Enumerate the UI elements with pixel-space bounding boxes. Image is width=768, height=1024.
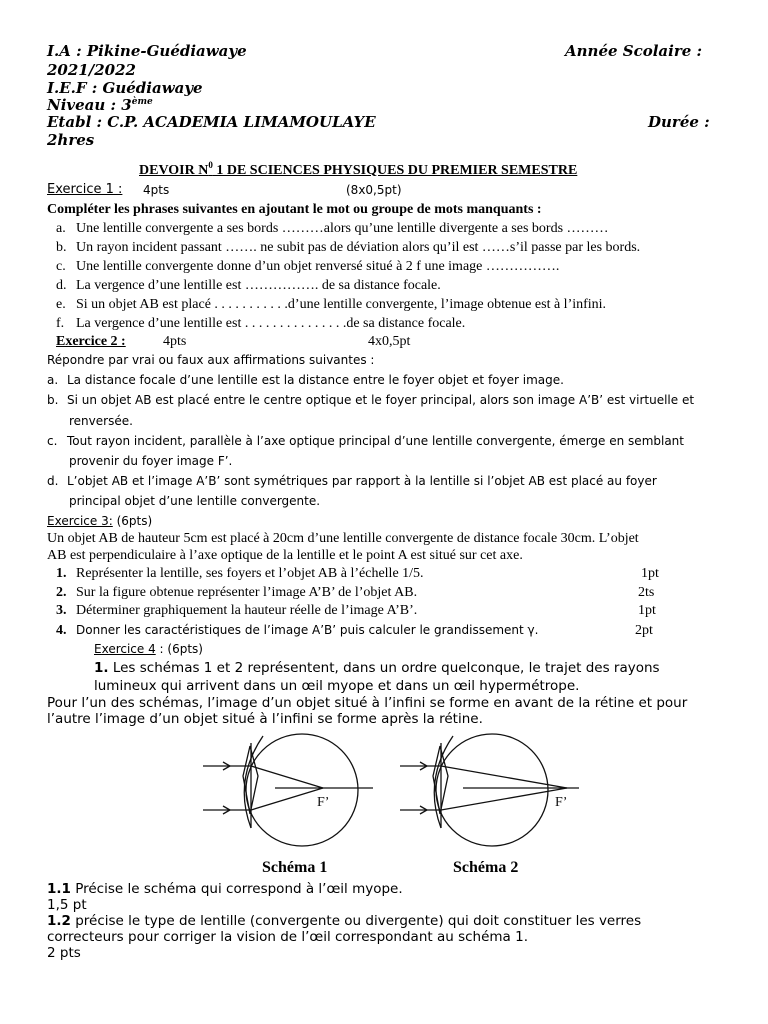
ex4-paragraph-line: Pour l’un des schémas, l’image d’un objet situé à l’infini se forme en avant de la rétine et pour — [47, 695, 688, 711]
ex1-item — [56, 278, 441, 294]
ex4-q12-number: 1.2 — [47, 913, 71, 929]
ex2-item-line: La distance focale d’une lentille est la distance entre le foyer objet et foyer image. — [67, 373, 564, 387]
header-niveau-sup: ème — [131, 97, 153, 107]
ex3-item-points: 2pt — [635, 623, 653, 638]
ex4-label: Exercice 4 — [94, 642, 156, 656]
ex2-item-line: renversée. — [69, 414, 133, 428]
ex2-points: 4pts — [163, 334, 187, 349]
ex1-item-marker: b. — [56, 240, 67, 255]
ex2-item-line: L’objet AB et l’image A’B’ sont symétriques par rapport à la lentille si l’objet AB est placé au foyer — [67, 474, 657, 488]
ex2-item-marker: d. — [47, 474, 59, 488]
schema-1-focus-label: F’ — [317, 795, 330, 810]
ex3-item-marker: 4. — [56, 623, 67, 638]
ex4-q1-text: Les schémas 1 et 2 représentent, dans un ordre quelconque, le trajet des rayons — [108, 660, 660, 676]
ex2-item-marker: c. — [47, 434, 58, 448]
ex3-item-points: 1pt — [638, 603, 656, 618]
ex1-detail: (8x0,5pt) — [346, 183, 402, 197]
ex3-item-text: Sur la figure obtenue représenter l’image A’B’ de l’objet AB. — [76, 585, 418, 600]
ex3-item-text: Donner les caractéristiques de l’image A’B’ puis calculer le grandissement γ. — [76, 623, 539, 637]
ex2-detail: 4x0,5pt — [368, 334, 411, 349]
title-prefix: DEVOIR N — [139, 163, 209, 178]
ex4-q1-number: 1. — [94, 660, 109, 676]
ex1-label: Exercice 1 : — [47, 182, 123, 197]
ex1-item — [56, 297, 606, 313]
page-title — [139, 160, 578, 179]
ex3-item-marker: 3. — [56, 603, 67, 618]
ex1-item — [56, 221, 609, 237]
ex4-q1-line: lumineux qui arrivent dans un œil myope et dans un œil hypermétrope. — [94, 678, 580, 694]
ex4-q12 — [47, 913, 641, 929]
ex2-item-marker: b. — [47, 393, 59, 407]
ex1-item-text: Si un objet AB est placé . . . . . . . . . . .d’une lentille convergente, l’image obtenue est à l’infini. — [76, 297, 607, 312]
ex3-item-marker: 1. — [56, 566, 67, 581]
ex2-label: Exercice 2 : — [56, 334, 126, 349]
ex3-item-text: Déterminer graphiquement la hauteur réelle de l’image A’B’. — [76, 603, 418, 618]
ex2-item-line: provenir du foyer image F’. — [69, 454, 233, 468]
ex2-item — [47, 474, 657, 488]
ex4-points: : (6pts) — [155, 642, 203, 656]
ex4-q12-text: précise le type de lentille (convergente ou divergente) qui doit constituer les verres — [70, 913, 642, 929]
ex4-q1-line — [94, 660, 660, 676]
header-duree-value: 2hres — [47, 131, 95, 149]
ex2-item-line: Tout rayon incident, parallèle à l’axe optique principal d’une lentille convergente, émerge en semblant — [67, 434, 684, 448]
ex3-intro-line: AB est perpendiculaire à l’axe optique de la lentille et le point A est situé sur cet axe. — [47, 548, 523, 563]
ex1-item-marker: a. — [56, 221, 66, 236]
schema-2-focus-label: F’ — [555, 795, 568, 810]
ex3-item-points: 2ts — [638, 585, 655, 600]
ex2-item-line: Si un objet AB est placé entre le centre optique et le foyer principal, alors son image A’B’ est virtuelle et — [67, 393, 695, 407]
ex3-item — [56, 623, 538, 639]
ex2-item-marker: a. — [47, 373, 59, 387]
ex1-item-marker: c. — [56, 259, 66, 274]
ex1-item-marker: e. — [56, 297, 66, 312]
ex1-item-text: Une lentille convergente donne d’un objet renversé situé à 2 f une image ……………. — [76, 259, 560, 274]
header-duree-label: Durée : — [648, 113, 710, 131]
ex3-points: (6pts) — [112, 514, 153, 528]
header-ia: I.A : Pikine-Guédiawaye — [47, 42, 247, 60]
ex3-item-marker: 2. — [56, 585, 67, 600]
header-etabl: Etabl : C.P. ACADEMIA LIMAMOULAYE — [47, 113, 376, 131]
ex3-item — [56, 585, 417, 601]
ex3-item — [56, 603, 417, 619]
ex1-item — [56, 316, 465, 332]
ex3-item — [56, 566, 424, 582]
ex2-item-line: principal objet d’une lentille convergente. — [69, 494, 321, 508]
schema-1-label: Schéma 1 — [262, 859, 328, 876]
ex3-item-text: Représenter la lentille, ses foyers et l’objet AB à l’échelle 1/5. — [76, 566, 424, 581]
ex2-item — [47, 393, 694, 407]
ex1-item-marker: f. — [56, 316, 65, 331]
ex3-intro-line: Un objet AB de hauteur 5cm est placé à 20cm d’une lentille convergente de distance focale 30cm. L’objet — [47, 531, 639, 546]
ex4-q12-line: correcteurs pour corriger la vision de l’œil correspondant au schéma 1. — [47, 929, 528, 945]
ex1-item-text: Une lentille convergente a ses bords ………alors qu’une lentille divergente a ses bords ……… — [76, 221, 609, 236]
schema-1-eye — [203, 734, 373, 846]
ex3-label: Exercice 3: — [47, 514, 113, 528]
schema-2-label: Schéma 2 — [453, 859, 519, 876]
ex2-instruction: Répondre par vrai ou faux aux affirmations suivantes : — [47, 353, 375, 367]
title-sup: 0 — [208, 160, 213, 170]
ex2-item — [47, 373, 564, 387]
ex1-points: 4pts — [143, 183, 170, 197]
header-annee-value: 2021/2022 — [47, 61, 136, 79]
ex4-header — [94, 642, 203, 656]
ex4-q11-text: Précise le schéma qui correspond à l’œil myope. — [70, 881, 403, 897]
ex3-item-points: 1pt — [641, 566, 659, 581]
header-niveau-text: Niveau : 3 — [47, 96, 132, 114]
ex1-item-marker: d. — [56, 278, 67, 293]
ex2-item — [47, 434, 684, 448]
ex1-item-text: La vergence d’une lentille est ……………. de sa distance focale. — [76, 278, 441, 293]
eye-diagrams — [195, 728, 585, 884]
header-annee-label: Année Scolaire : — [565, 42, 703, 60]
ex3-header — [47, 514, 152, 528]
ex1-item-text: Un rayon incident passant ……. ne subit pas de déviation alors qu’il est ……s’il passe par les bords. — [76, 240, 641, 255]
ex4-q11-number: 1.1 — [47, 881, 71, 897]
ex1-instruction: Compléter les phrases suivantes en ajoutant le mot ou groupe de mots manquants : — [47, 202, 542, 217]
header-ief: I.E.F : Guédiawaye — [47, 79, 203, 97]
ex4-q12-points: 2 pts — [47, 945, 81, 961]
ex1-item — [56, 259, 559, 275]
ex4-q11-points: 1,5 pt — [47, 897, 87, 913]
schema-2-eye — [400, 734, 579, 846]
ex1-item-text: La vergence d’une lentille est . . . . . . . . . . . . . . .de sa distance focale. — [76, 316, 466, 331]
ex1-item — [56, 240, 640, 256]
ex4-q11 — [47, 881, 403, 897]
header-niveau — [47, 96, 153, 114]
ex4-paragraph-line: l’autre l’image d’un objet situé à l’infini se forme après la rétine. — [47, 711, 483, 727]
title-suffix: 1 DE SCIENCES PHYSIQUES DU PREMIER SEMESTRE — [212, 163, 578, 178]
